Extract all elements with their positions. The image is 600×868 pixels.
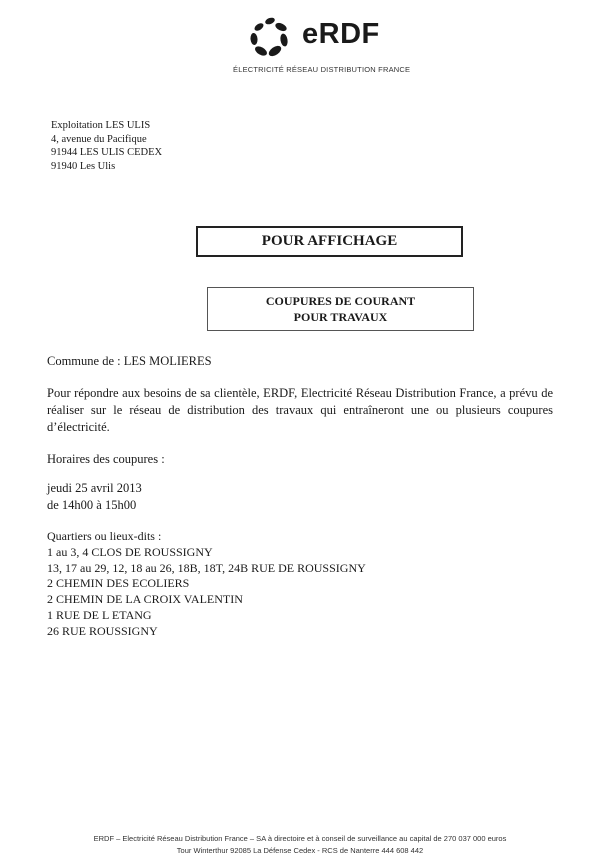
subject-line-2: POUR TRAVAUX [293, 310, 388, 324]
footer-line-1: ERDF – Electricité Réseau Distribution France – SA à directoire et à conseil de surveillance au capital de 270 037 000 euros [93, 834, 507, 843]
list-item: 13, 17 au 29, 12, 18 au 26, 18B, 18T, 24B RUE DE ROUSSIGNY [47, 560, 366, 575]
sender-line: 91944 LES ULIS CEDEX [51, 147, 163, 158]
quartiers-list [47, 529, 366, 640]
intro-paragraph: Pour répondre aux besoins de sa clientèle, ERDF, Electricité Réseau Distribution France, a prévu de réaliser sur le réseau de distribution des travaux qui entraîneront une ou plusieurs coupures d’électricité. [47, 386, 553, 434]
schedule-date: jeudi 25 avril 2013 [47, 481, 142, 495]
footer [0, 833, 600, 857]
list-item: 1 au 3, 4 CLOS DE ROUSSIGNY [47, 544, 213, 559]
footer-line-2: Tour Winterthur 92085 La Défense Cedex - RCS de Nanterre 444 608 442 [176, 846, 424, 855]
sender-line: 91940 Les Ulis [51, 160, 116, 172]
headline-box [196, 226, 463, 257]
list-item: 26 RUE ROUSSIGNY [47, 623, 158, 638]
subject-line-1: COUPURES DE COURANT [265, 294, 416, 308]
list-item: 2 CHEMIN DE LA CROIX VALENTIN [47, 592, 243, 607]
sender-line: 4, avenue du Pacifique [51, 133, 147, 145]
commune: Commune de : LES MOLIERES [47, 354, 212, 368]
quartiers-label: Quartiers ou lieux-dits : [47, 529, 162, 543]
logo-tagline: ÉLECTRICITÉ RÉSEAU DISTRIBUTION FRANCE [233, 65, 411, 74]
erdf-logo-icon [244, 14, 296, 60]
horaires-label: Horaires des coupures : [47, 452, 165, 466]
sender-line: Exploitation LES ULIS [51, 120, 151, 131]
schedule [47, 480, 142, 514]
subject-box [207, 287, 474, 331]
sender-address [51, 119, 162, 173]
headline: POUR AFFICHAGE [261, 233, 398, 249]
list-item: 2 CHEMIN DES ECOLIERS [47, 576, 190, 591]
list-item: 1 RUE DE L ETANG [47, 607, 152, 622]
logo-wordmark: eRDF [302, 18, 380, 50]
schedule-time: de 14h00 à 15h00 [47, 498, 137, 512]
